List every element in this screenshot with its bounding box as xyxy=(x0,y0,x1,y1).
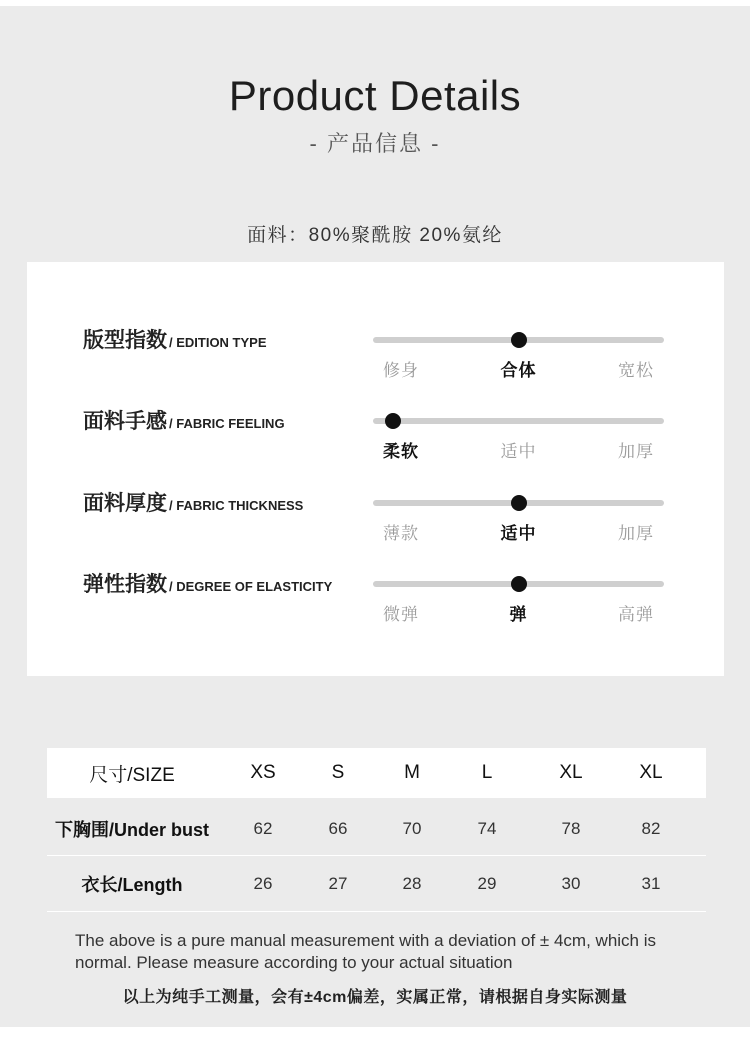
index-label-en: / FABRIC FEELING xyxy=(169,416,285,431)
table-cell: 78 xyxy=(561,818,581,838)
table-cell: 26 xyxy=(253,873,273,893)
size-header-cell: L xyxy=(481,762,493,783)
table-row xyxy=(47,802,706,856)
top-border xyxy=(0,0,750,6)
row-label: 下胸围/Under bust xyxy=(54,819,209,840)
index-label xyxy=(83,568,332,598)
measurement-note-zh: 以上为纯手工测量，会有±4cm偏差，实属正常，请根据自身实际测量 xyxy=(122,989,628,1006)
size-header-label: 尺寸/SIZE xyxy=(89,764,175,786)
index-option: 加厚 xyxy=(618,524,654,543)
table-cell: 74 xyxy=(477,818,497,838)
index-row-elasticity xyxy=(27,568,724,628)
table-cell: 82 xyxy=(641,818,661,838)
index-label-en: / DEGREE OF ELASTICITY xyxy=(169,579,333,594)
index-marker xyxy=(385,413,401,429)
size-table xyxy=(47,748,706,912)
index-label xyxy=(83,324,267,354)
table-cell: 62 xyxy=(253,818,273,838)
index-label-en: / EDITION TYPE xyxy=(169,335,267,350)
index-label xyxy=(83,405,285,435)
index-label-zh: 弹性指数 xyxy=(83,573,167,596)
size-header-cell: M xyxy=(404,762,420,783)
index-label-en: / FABRIC THICKNESS xyxy=(169,498,304,513)
fabric-composition: 面料：80%聚酰胺 20%氨纶 xyxy=(247,225,503,246)
row-label: 衣长/Length xyxy=(81,874,183,895)
table-cell: 28 xyxy=(402,873,422,893)
index-option: 弹 xyxy=(509,605,528,624)
measurement-note-en: The above is a pure manual measurement with a deviation of ± 4cm, which is normal. Please measure according to your actual situation xyxy=(75,931,657,972)
index-marker xyxy=(511,576,527,592)
index-option: 微弹 xyxy=(383,605,419,624)
index-panel xyxy=(27,262,724,676)
index-row-fabric-thickness xyxy=(27,487,724,547)
size-table-header xyxy=(47,748,706,798)
table-cell: 31 xyxy=(641,873,661,893)
table-row xyxy=(47,856,706,912)
index-option: 柔软 xyxy=(383,442,419,461)
index-option: 高弹 xyxy=(618,605,654,624)
table-cell: 27 xyxy=(328,873,348,893)
bottom-border xyxy=(0,1027,750,1046)
index-track xyxy=(373,418,664,424)
size-header-cell: XL xyxy=(559,762,583,783)
index-option: 合体 xyxy=(500,361,537,380)
index-option: 薄款 xyxy=(383,524,419,543)
size-header-cell: XL xyxy=(639,762,663,783)
index-row-edition-type xyxy=(27,324,724,384)
size-header-cell: S xyxy=(331,762,345,783)
index-label-zh: 面料厚度 xyxy=(83,492,167,515)
page-title: Product Details xyxy=(228,72,522,119)
index-label-zh: 版型指数 xyxy=(83,329,167,352)
index-label xyxy=(83,487,303,517)
index-option: 适中 xyxy=(500,524,537,543)
index-option: 修身 xyxy=(383,361,419,380)
page-subtitle: - 产品信息 - xyxy=(309,131,441,156)
index-option: 加厚 xyxy=(618,442,654,461)
index-option: 宽松 xyxy=(618,361,654,380)
index-label-zh: 面料手感 xyxy=(83,410,167,433)
table-cell: 70 xyxy=(402,818,422,838)
table-cell: 29 xyxy=(477,873,497,893)
index-row-fabric-feeling xyxy=(27,405,724,465)
index-marker xyxy=(511,495,527,511)
table-cell: 30 xyxy=(561,873,581,893)
size-header-cell: XS xyxy=(250,762,276,783)
index-marker xyxy=(511,332,527,348)
table-cell: 66 xyxy=(328,818,348,838)
index-option: 适中 xyxy=(500,442,537,461)
